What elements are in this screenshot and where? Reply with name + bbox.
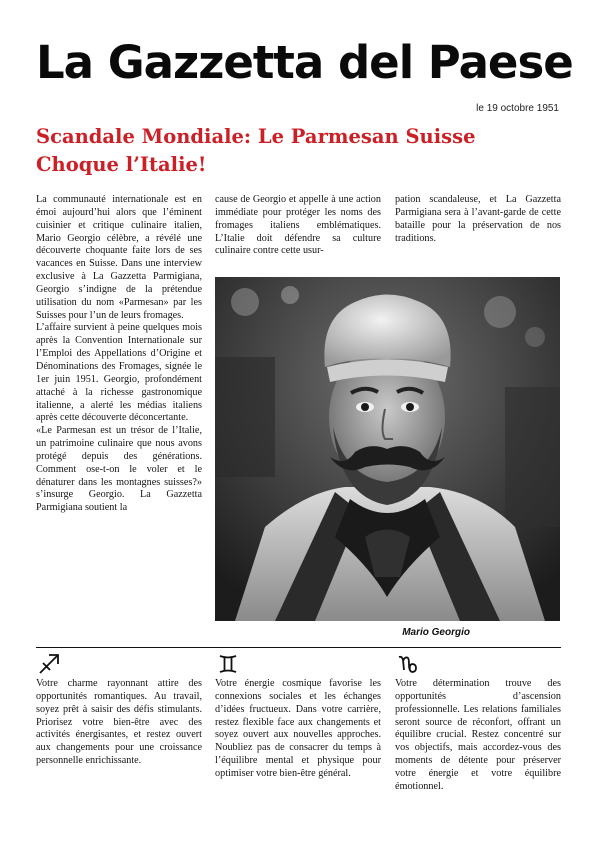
article-paragraph: L’affaire survient à peine quelques mois après la Convention Internationale sur l’Emploi des Appellations d’Origine et Dénominations des Fromages, signée le 1er juin 1951. Georgio, profondément attaché à la richesse gastronomique italienne, a alerté les médias italiens après cette découverte déconcertante. — [36, 322, 202, 424]
capricorn-icon — [397, 653, 419, 675]
article-headline: Scandale Mondiale: Le Parmesan Suisse Choque l’Italie! — [36, 125, 476, 176]
article-paragraph: «Le Parmesan est un trésor de l’Italie, un patrimoine culinaire que nous avons protégé depuis des générations. Comment ose-t-on le voler et le dénaturer dans les montagnes suisses?» s’insurge Georgio. La Gazzetta Parmigiana soutient la — [36, 425, 202, 514]
newspaper-masthead: La Gazzetta del Paese — [36, 36, 573, 89]
article-paragraph: cause de Georgio et appelle à une action immédiate pour protéger les noms des fromages italiens emblématiques. L’Italie doit défendre sa culture culinaire contre cette usur- — [215, 194, 381, 257]
article-column-3 — [395, 194, 561, 245]
issue-date: le 19 octobre 1951 — [476, 103, 559, 114]
horoscope-text: Votre charme rayonnant attire des opportunités romantiques. Au travail, soyez prêt à saisir des défis stimulants. Priorisez votre bien-être avec des activités énergisantes, et restez ouvert aux changements pour une croissance personnelle enrichissante. — [36, 678, 202, 767]
article-column-1 — [36, 194, 202, 515]
section-divider — [36, 647, 561, 648]
horoscope-text: Votre détermination trouve des opportunités d’ascension professionnelle. Les relations familiales seront source de réconfort, offrant un équilibre crucial. Restez concentré sur vos objectifs, mais accordez-vous des moments de détente pour préserver votre énergie et votre équilibre émotionnel. — [395, 678, 561, 792]
chef-photo — [215, 277, 560, 621]
photo-caption: Mario Georgio — [402, 627, 470, 638]
horoscope-text: Votre énergie cosmique favorise les connexions sociales et les échanges d’idées fructueux. Dans votre carrière, restez flexible face aux changements et soyez ouvert aux nouvelles approches. Noubliez pas de consacrer du temps à l’équilibre mental et physique pour optimiser votre bien-être général. — [215, 678, 381, 779]
sagittarius-icon — [38, 653, 60, 675]
chef-portrait-image — [215, 277, 560, 621]
article-paragraph: La communauté internationale est en émoi aujourd’hui alors que l’éminent cuisinier et critique culinaire italien, Mario Georgio célèbre, a révélé une découverte choquante faite lors de ses vacances en Suisse. Dans une interview exclusive à La Gazzetta Parmigiana, Georgio s’indigne de la prétendue utilisation du nom «Parmesan» par les Suisses pour l’un de leurs fromages. — [36, 194, 202, 321]
gemini-icon — [217, 653, 239, 675]
article-paragraph: pation scandaleuse, et La Gazzetta Parmigiana sera à l’avant-garde de cette bataille pour la préservation de nos traditions. — [395, 194, 561, 244]
